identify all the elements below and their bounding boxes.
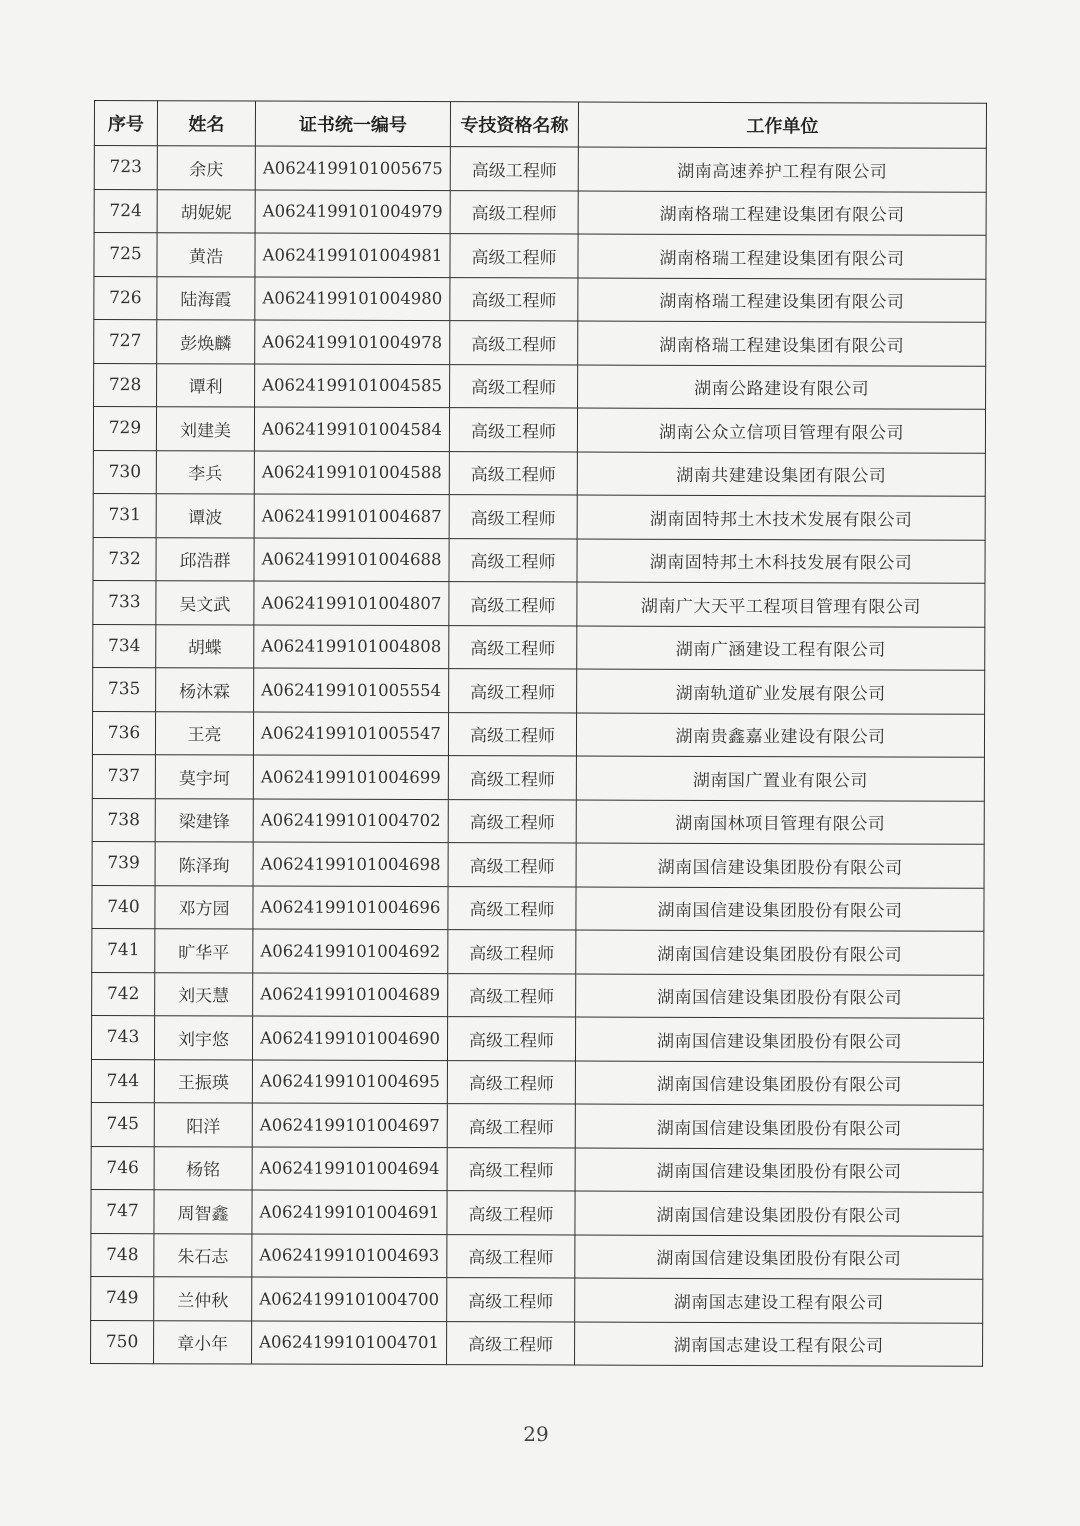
qualification-cell: 高级工程师 (447, 1321, 575, 1365)
work-unit-cell: 湖南贵鑫嘉业建设有限公司 (576, 713, 984, 758)
certificate-number-cell: A0624199101004808 (254, 625, 449, 669)
certificate-number-cell: A0624199101004979 (255, 190, 450, 234)
name-cell: 谭利 (157, 363, 255, 407)
table-row (92, 798, 984, 844)
table-row (92, 928, 984, 974)
work-unit-cell: 湖南国信建设集团股份有限公司 (575, 1017, 983, 1062)
serial-cell: 731 (93, 493, 156, 537)
name-cell: 兰仲秋 (154, 1277, 252, 1321)
qualification-cell: 高级工程师 (447, 1104, 575, 1148)
work-unit-cell: 湖南国信建设集团股份有限公司 (576, 974, 984, 1019)
table-row (94, 189, 986, 235)
name-cell: 杨沐霖 (156, 668, 254, 712)
table-row (94, 320, 986, 366)
header-name: 姓名 (157, 101, 255, 146)
serial-cell: 745 (91, 1102, 154, 1146)
certificate-number-cell: A0624199101004690 (252, 1016, 447, 1060)
table-row (94, 363, 986, 409)
table-header (94, 101, 986, 149)
certificate-number-cell: A0624199101004584 (254, 407, 449, 451)
qualification-cell: 高级工程师 (449, 451, 577, 495)
table-row (93, 537, 985, 583)
header-serial: 序号 (94, 101, 157, 146)
serial-cell: 738 (92, 798, 155, 842)
qualification-cell: 高级工程师 (449, 582, 577, 626)
name-cell: 谭波 (156, 494, 254, 538)
work-unit-cell: 湖南公众立信项目管理有限公司 (577, 408, 985, 453)
work-unit-cell: 湖南格瑞工程建设集团有限公司 (578, 321, 986, 366)
certificate-number-cell: A0624199101004700 (252, 1277, 447, 1321)
certificate-number-cell: A0624199101004693 (252, 1234, 447, 1278)
name-cell: 彭焕麟 (157, 320, 255, 364)
table-row (93, 450, 985, 496)
work-unit-cell: 湖南国信建设集团股份有限公司 (575, 1061, 983, 1106)
name-cell: 莫宇坷 (155, 755, 253, 799)
name-cell: 梁建锋 (155, 798, 253, 842)
table-row (91, 1146, 983, 1192)
serial-cell: 723 (94, 146, 157, 190)
serial-cell: 729 (93, 407, 156, 451)
table-row (91, 1276, 983, 1322)
work-unit-cell: 湖南高速养护工程有限公司 (578, 147, 986, 192)
qualification-table-wrapper (90, 100, 986, 1367)
qualification-cell: 高级工程师 (448, 799, 576, 843)
serial-cell: 736 (92, 711, 155, 755)
qualification-cell: 高级工程师 (448, 886, 576, 930)
work-unit-cell: 湖南国信建设集团股份有限公司 (575, 1148, 983, 1193)
table-row (94, 276, 986, 322)
name-cell: 刘天慧 (155, 972, 253, 1016)
table-row (93, 667, 985, 713)
qualification-cell: 高级工程师 (450, 147, 578, 191)
work-unit-cell: 湖南国信建设集团股份有限公司 (575, 1191, 983, 1236)
work-unit-cell: 湖南国志建设工程有限公司 (575, 1278, 983, 1323)
qualification-cell: 高级工程师 (447, 1060, 575, 1104)
name-cell: 黄浩 (157, 233, 255, 277)
name-cell: 章小年 (154, 1320, 252, 1364)
serial-cell: 734 (93, 624, 156, 668)
work-unit-cell: 湖南轨道矿业发展有限公司 (577, 669, 985, 714)
name-cell: 胡妮妮 (157, 189, 255, 233)
work-unit-cell: 湖南国广置业有限公司 (576, 756, 984, 801)
work-unit-cell: 湖南国信建设集团股份有限公司 (575, 1104, 983, 1149)
table-body (91, 146, 987, 1367)
certificate-number-cell: A0624199101004692 (253, 929, 448, 973)
serial-cell: 725 (94, 233, 157, 277)
certificate-number-cell: A0624199101004695 (252, 1060, 447, 1104)
work-unit-cell: 湖南国信建设集团股份有限公司 (576, 843, 984, 888)
qualification-cell: 高级工程师 (448, 930, 576, 974)
page-number: 29 (523, 1422, 549, 1446)
serial-cell: 744 (91, 1059, 154, 1103)
table-row (93, 580, 985, 626)
table-row (91, 1233, 983, 1279)
serial-cell: 737 (92, 754, 155, 798)
qualification-cell: 高级工程师 (448, 712, 576, 756)
serial-cell: 730 (93, 450, 156, 494)
serial-cell: 750 (91, 1320, 154, 1364)
qualification-cell: 高级工程师 (447, 1234, 575, 1278)
name-cell: 杨铭 (154, 1146, 252, 1190)
name-cell: 王亮 (155, 711, 253, 755)
qualification-cell: 高级工程师 (449, 538, 577, 582)
serial-cell: 724 (94, 189, 157, 233)
certificate-number-cell: A0624199101004701 (252, 1321, 447, 1365)
table-row (92, 711, 984, 757)
qualification-cell: 高级工程师 (449, 669, 577, 713)
work-unit-cell: 湖南格瑞工程建设集团有限公司 (578, 234, 986, 279)
table-row (94, 146, 986, 192)
certificate-number-cell: A0624199101004691 (252, 1190, 447, 1234)
qualification-cell: 高级工程师 (447, 1191, 575, 1235)
certificate-number-cell: A0624199101005675 (255, 146, 450, 190)
work-unit-cell: 湖南格瑞工程建设集团有限公司 (578, 191, 986, 236)
header-work-unit: 工作单位 (578, 102, 986, 148)
name-cell: 刘建美 (156, 407, 254, 451)
serial-cell: 747 (91, 1189, 154, 1233)
certificate-number-cell: A0624199101004699 (253, 755, 448, 799)
certificate-number-cell: A0624199101005554 (254, 668, 449, 712)
certificate-number-cell: A0624199101004585 (255, 364, 450, 408)
certificate-number-cell: A0624199101004687 (254, 494, 449, 538)
serial-cell: 746 (91, 1146, 154, 1190)
qualification-cell: 高级工程师 (450, 234, 578, 278)
certificate-number-cell: A0624199101004978 (255, 320, 450, 364)
certificate-number-cell: A0624199101004696 (253, 886, 448, 930)
certificate-number-cell: A0624199101004688 (254, 538, 449, 582)
certificate-number-cell: A0624199101004981 (255, 233, 450, 277)
table-row (93, 407, 985, 453)
certificate-number-cell: A0624199101004689 (253, 973, 448, 1017)
work-unit-cell: 湖南国志建设工程有限公司 (575, 1322, 983, 1367)
name-cell: 周智鑫 (154, 1190, 252, 1234)
table-row (93, 493, 985, 539)
certificate-number-cell: A0624199101004694 (252, 1147, 447, 1191)
name-cell: 李兵 (156, 450, 254, 494)
name-cell: 阳洋 (154, 1103, 252, 1147)
work-unit-cell: 湖南共建建设集团有限公司 (577, 452, 985, 497)
work-unit-cell: 湖南国林项目管理有限公司 (576, 800, 984, 845)
work-unit-cell: 湖南国信建设集团股份有限公司 (575, 1235, 983, 1280)
work-unit-cell: 湖南固特邦土木技术发展有限公司 (577, 495, 985, 540)
name-cell: 吴文武 (156, 581, 254, 625)
qualification-cell: 高级工程师 (447, 1147, 575, 1191)
table-row (91, 1015, 983, 1061)
qualification-cell: 高级工程师 (450, 190, 578, 234)
qualification-cell: 高级工程师 (448, 973, 576, 1017)
qualification-table (90, 100, 987, 1367)
certificate-number-cell: A0624199101004807 (254, 581, 449, 625)
qualification-cell: 高级工程师 (450, 364, 578, 408)
qualification-cell: 高级工程师 (450, 277, 578, 321)
serial-cell: 749 (91, 1276, 154, 1320)
qualification-cell: 高级工程师 (448, 756, 576, 800)
table-row (91, 1189, 983, 1235)
name-cell: 刘宇悠 (154, 1016, 252, 1060)
serial-cell: 726 (94, 276, 157, 320)
header-qualification: 专技资格名称 (450, 102, 578, 147)
qualification-cell: 高级工程师 (447, 1017, 575, 1061)
name-cell: 朱石志 (154, 1233, 252, 1277)
table-row (93, 624, 985, 670)
certificate-number-cell: A0624199101004980 (255, 277, 450, 321)
header-certificate-number: 证书统一编号 (255, 101, 450, 147)
table-row (91, 1102, 983, 1148)
work-unit-cell: 湖南公路建设有限公司 (578, 365, 986, 410)
certificate-number-cell: A0624199101005547 (253, 712, 448, 756)
serial-cell: 728 (94, 363, 157, 407)
serial-cell: 735 (93, 667, 156, 711)
table-row (92, 754, 984, 800)
table-header-row (94, 101, 986, 149)
serial-cell: 739 (92, 841, 155, 885)
table-row (92, 972, 984, 1018)
name-cell: 陆海霞 (157, 276, 255, 320)
work-unit-cell: 湖南固特邦土木科技发展有限公司 (577, 539, 985, 584)
work-unit-cell: 湖南广大天平工程项目管理有限公司 (577, 582, 985, 627)
table-row (92, 841, 984, 887)
name-cell: 旷华平 (155, 929, 253, 973)
serial-cell: 743 (91, 1015, 154, 1059)
table-row (91, 1320, 983, 1366)
work-unit-cell: 湖南国信建设集团股份有限公司 (576, 887, 984, 932)
serial-cell: 732 (93, 537, 156, 581)
qualification-cell: 高级工程师 (449, 408, 577, 452)
certificate-number-cell: A0624199101004588 (254, 451, 449, 495)
table-row (91, 1059, 983, 1105)
serial-cell: 740 (92, 885, 155, 929)
qualification-cell: 高级工程师 (447, 1278, 575, 1322)
name-cell: 邓方园 (155, 885, 253, 929)
qualification-cell: 高级工程师 (449, 495, 577, 539)
name-cell: 胡蝶 (156, 624, 254, 668)
qualification-cell: 高级工程师 (448, 843, 576, 887)
work-unit-cell: 湖南广涵建设工程有限公司 (577, 626, 985, 671)
certificate-number-cell: A0624199101004702 (253, 799, 448, 843)
work-unit-cell: 湖南国信建设集团股份有限公司 (576, 930, 984, 975)
certificate-number-cell: A0624199101004698 (253, 842, 448, 886)
certificate-number-cell: A0624199101004697 (252, 1103, 447, 1147)
table-row (94, 233, 986, 279)
serial-cell: 741 (92, 928, 155, 972)
qualification-cell: 高级工程师 (450, 321, 578, 365)
serial-cell: 733 (93, 580, 156, 624)
work-unit-cell: 湖南格瑞工程建设集团有限公司 (578, 278, 986, 323)
serial-cell: 748 (91, 1233, 154, 1277)
serial-cell: 727 (94, 320, 157, 364)
table-row (92, 885, 984, 931)
qualification-cell: 高级工程师 (449, 625, 577, 669)
name-cell: 王振瑛 (154, 1059, 252, 1103)
serial-cell: 742 (92, 972, 155, 1016)
name-cell: 余庆 (157, 146, 255, 190)
name-cell: 邱浩群 (156, 537, 254, 581)
name-cell: 陈泽珣 (155, 842, 253, 886)
